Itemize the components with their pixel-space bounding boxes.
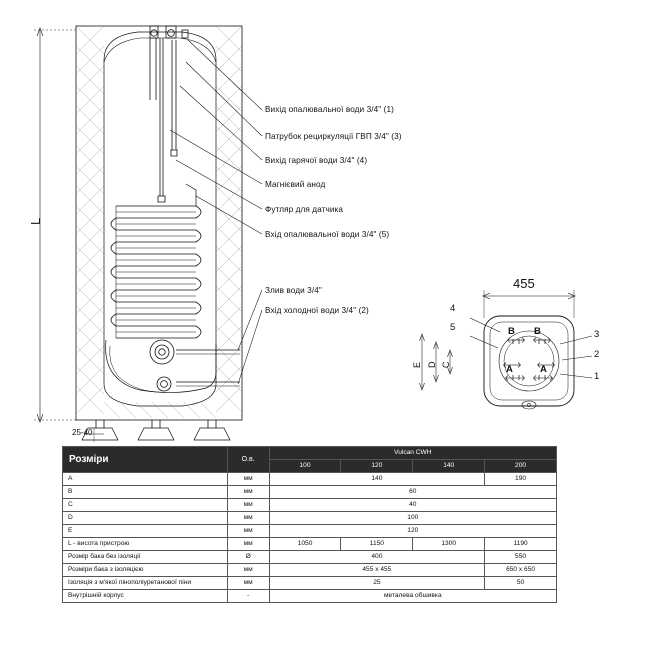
dim-label-L: L: [28, 217, 43, 225]
table-header: [63, 447, 557, 473]
table-row: [63, 512, 557, 525]
specifications-table: [62, 446, 557, 603]
table-row-unit: Ø: [227, 551, 269, 564]
table-header-row-1: [63, 447, 557, 460]
table-model-120: 120: [341, 460, 413, 473]
table-cell: 120: [269, 525, 556, 538]
table-row-unit: мм: [227, 499, 269, 512]
table-row-label: Внутрішній корпус: [63, 590, 228, 603]
table-row-unit: мм: [227, 512, 269, 525]
dim-label-B-right: B: [534, 326, 541, 337]
table-cell: 25: [269, 577, 485, 590]
port-number-4: 4: [450, 303, 456, 314]
table-row-unit: мм: [227, 486, 269, 499]
dim-label-C: C: [441, 361, 451, 368]
table-model-100: 100: [269, 460, 341, 473]
table-body: [63, 473, 557, 603]
dim-label-D: D: [427, 361, 437, 368]
table-row-label: E: [63, 525, 228, 538]
table-row-label: Розмір бака без ізоляції: [63, 551, 228, 564]
dim-label-B-left: B: [508, 326, 515, 337]
callout-heating-water-outlet: Вихід опалювальної води 3/4" (1): [265, 105, 394, 114]
callout-heating-water-inlet: Вхід опалювальної води 3/4" (5): [265, 230, 390, 239]
port-number-3: 3: [594, 329, 600, 340]
table-row-unit: мм: [227, 525, 269, 538]
table-row-label: D: [63, 512, 228, 525]
table-row-label: B: [63, 486, 228, 499]
table-row: [63, 473, 557, 486]
table-cell: 1190: [485, 538, 557, 551]
table-cell: 550: [485, 551, 557, 564]
table-row: [63, 564, 557, 577]
table-row: [63, 590, 557, 603]
table-row-unit: мм: [227, 538, 269, 551]
port-number-1: 1: [594, 371, 600, 382]
table-cell: 1150: [341, 538, 413, 551]
table-row-label: C: [63, 499, 228, 512]
table-row-unit: мм: [227, 577, 269, 590]
table-model-200: 200: [485, 460, 557, 473]
callout-sensor-sleeve: Футляр для датчика: [265, 205, 344, 214]
table-row-label: L - висота пристрою: [63, 538, 228, 551]
table-title: Розміри: [63, 447, 228, 473]
callout-cold-water-inlet: Вхід холодної води 3/4" (2): [265, 306, 369, 315]
table-cell: 400: [269, 551, 485, 564]
table-row: [63, 538, 557, 551]
dim-label-A-right: A: [540, 364, 547, 375]
callout-hot-water-outlet: Вихід гарячої води 3/4" (4): [265, 156, 368, 165]
table-cell: 190: [485, 473, 557, 486]
callout-water-drain: Злив води 3/4": [265, 286, 322, 295]
callout-magnesium-anode: Магнієвий анод: [265, 180, 326, 189]
table-row-label: Ізоляція з м'якої пінополіуретанової піни: [63, 577, 228, 590]
callout-dhw-recirculation: Патрубок рециркуляції ГВП 3/4" (3): [265, 132, 402, 141]
table-cell: 50: [485, 577, 557, 590]
table-cell: 140: [269, 473, 485, 486]
dim-label-foot: 25-40: [72, 428, 93, 437]
dim-label-width-455: 455: [513, 276, 535, 291]
dim-label-A-left: A: [506, 364, 513, 375]
table-row-unit: -: [227, 590, 269, 603]
table-row-label: Розміри бака з ізоляцією: [63, 564, 228, 577]
table-cell: 650 x 650: [485, 564, 557, 577]
table-group-header: Vulcan CWH: [269, 447, 556, 460]
table-row: [63, 577, 557, 590]
table-model-140: 140: [413, 460, 485, 473]
port-number-5: 5: [450, 322, 456, 333]
table-row-unit: мм: [227, 564, 269, 577]
table-cell: 100: [269, 512, 556, 525]
table-cell: 1300: [413, 538, 485, 551]
table-cell: 455 x 455: [269, 564, 485, 577]
table-row-label: A: [63, 473, 228, 486]
table-row: [63, 499, 557, 512]
dim-label-E: E: [412, 361, 422, 368]
port-number-2: 2: [594, 349, 600, 360]
table-cell: 40: [269, 499, 556, 512]
table-cell: 1050: [269, 538, 341, 551]
table-cell: металева обшивка: [269, 590, 556, 603]
table-unit-header: О.в.: [227, 447, 269, 473]
table-row: [63, 486, 557, 499]
table-row: [63, 525, 557, 538]
table-row-unit: мм: [227, 473, 269, 486]
table-cell: 60: [269, 486, 556, 499]
table-row: [63, 551, 557, 564]
